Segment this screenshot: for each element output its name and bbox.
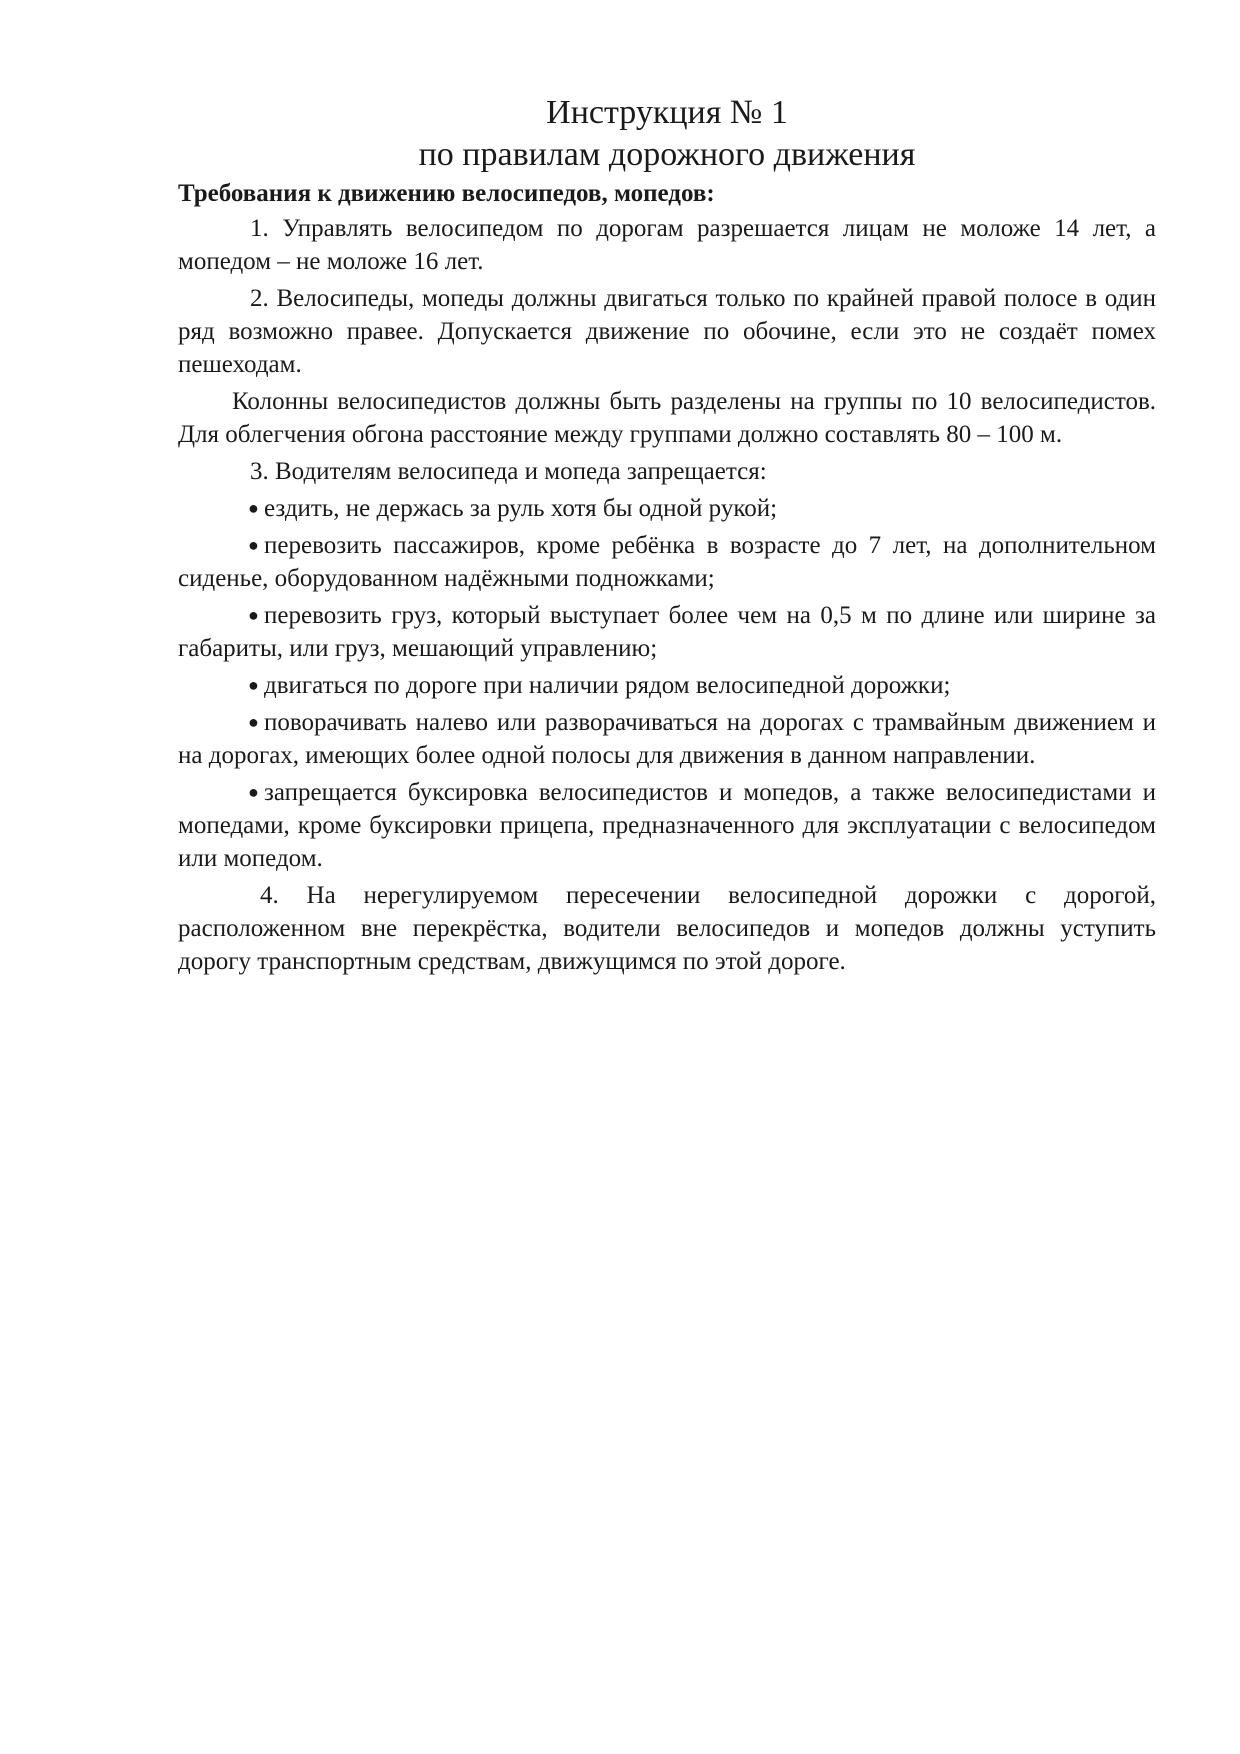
rule-paragraph-2: 2. Велосипеды, мопеды должны двигаться только по крайней правой полосе в один ряд возможно правее. Допускается движение по обочине, если это не создаёт помех пешеходам. [178, 285, 1156, 378]
prohibition-text: перевозить груз, который выступает более чем на 0,5 м по длине или ширине за габариты, или груз, мешающий управлению; [178, 602, 1156, 662]
prohibition-text: ездить, не держась за руль хотя бы одной рукой; [264, 495, 778, 522]
document-page [178, 92, 1156, 982]
section-heading: Требования к движению велосипедов, мопедов: [178, 180, 715, 207]
prohibition-item [178, 599, 1156, 665]
prohibition-text: перевозить пассажиров, кроме ребёнка в возрасте до 7 лет, на дополнительном сиденье, оборудованном надёжными подножками; [178, 532, 1156, 592]
rule-paragraph-3: 3. Водителям велосипеда и мопеда запрещается: [250, 458, 767, 485]
bullet-icon: ● [248, 498, 259, 518]
prohibition-item [178, 776, 1156, 875]
prohibition-item [178, 669, 1156, 702]
prohibition-item [178, 529, 1156, 595]
bullet-icon: ● [248, 712, 259, 732]
prohibition-item [178, 492, 1156, 525]
prohibition-text: запрещается буксировка велосипедистов и мопедов, а также велосипедистами и мопедами, кроме буксировки прицепа, предназначенного для эксплуатации с велосипедом или мопедом. [178, 779, 1156, 872]
bullet-icon: ● [248, 535, 259, 555]
bullet-icon: ● [248, 675, 259, 695]
document-subtitle: по правилам дорожного движения [418, 136, 916, 173]
rule-paragraph-1: 1. Управлять велосипедом по дорогам разрешается лицам не моложе 14 лет, а мопедом – не моложе 16 лет. [178, 215, 1156, 275]
bullet-icon: ● [248, 782, 259, 802]
prohibition-text: двигаться по дороге при наличии рядом велосипедной дорожки; [264, 672, 951, 699]
prohibition-text: поворачивать налево или разворачиваться на дорогах с трамвайным движением и на дорогах, имеющих более одной полосы для движения в данном направлении. [178, 709, 1156, 769]
bullet-icon: ● [248, 605, 259, 625]
rule-paragraph-4: 4. На нерегулируемом пересечении велосипедной дорожки с дорогой, расположенном вне перекрёстка, водители велосипедов и мопедов должны уступить дорогу транспортным средствам, движущимся по этой дороге. [178, 882, 1156, 975]
document-title: Инструкция № 1 [546, 94, 788, 131]
prohibition-item [178, 706, 1156, 772]
rule-paragraph-columns: Колонны велосипедистов должны быть разделены на группы по 10 велосипедистов. Для облегчения обгона расстояние между группами должно составлять 80 – 100 м. [178, 388, 1156, 448]
